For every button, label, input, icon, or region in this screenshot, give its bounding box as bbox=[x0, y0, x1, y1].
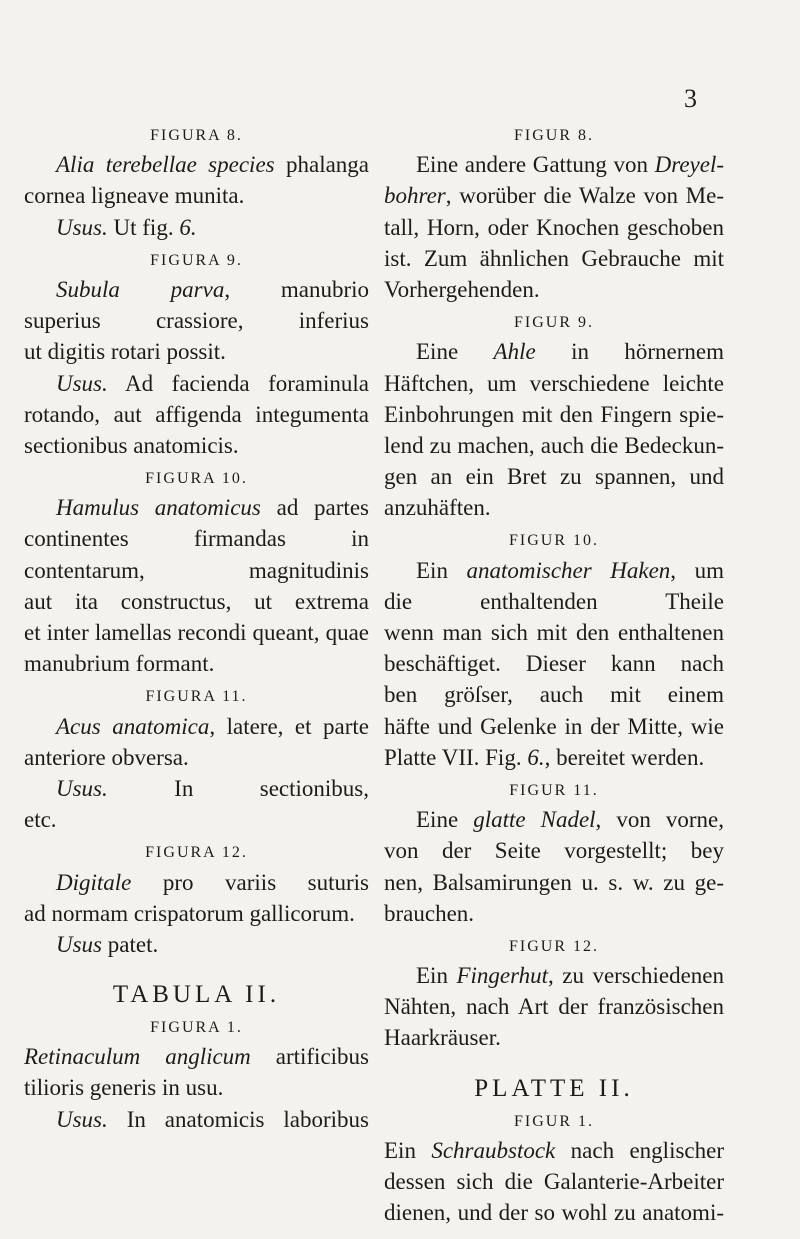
plate-heading: TABULA II. bbox=[112, 981, 281, 1009]
text-line: lend zu machen, auch die Bedeckun- bbox=[384, 432, 724, 458]
text-line: Retinaculum anglicum artificibus bbox=[24, 1044, 369, 1070]
text-line: wenn man sich mit den enthaltenen bbox=[384, 620, 724, 645]
text-line: ben gröſser, auch mit einem bbox=[384, 682, 724, 708]
text-line: Platte VII. Fig. 6., bereitet werden. bbox=[384, 744, 705, 770]
text-line: contentarum, magnitudinis bbox=[24, 557, 369, 583]
text-line: dessen sich die Galanterie-Arbeiter bbox=[384, 1169, 724, 1194]
text-line: cornea ligneave munita. bbox=[24, 183, 245, 209]
plate-heading: PLATTE II. bbox=[474, 1074, 634, 1102]
text-line: anzuhäften. bbox=[384, 495, 491, 521]
text-line: et inter lamellas recondi queant, quae bbox=[24, 620, 369, 645]
figure-heading: FIGUR 8. bbox=[513, 127, 594, 144]
text-line: Ein Fingerhut, zu verschiedenen bbox=[416, 963, 724, 989]
page-number: 3 bbox=[684, 84, 697, 113]
figure-heading: FIGUR 12. bbox=[508, 937, 599, 955]
text-line: ad normam crispatorum gallicorum. bbox=[24, 900, 355, 926]
figure-heading: FIGUR 9. bbox=[513, 314, 594, 332]
text-line: brauchen. bbox=[384, 900, 475, 926]
text-line: tilioris generis in usu. bbox=[24, 1075, 224, 1101]
text-line: tall, Horn, oder Knochen geschoben bbox=[384, 214, 724, 240]
text-line: Subula parva, manubrio bbox=[56, 276, 369, 302]
text-line: aut ita constructus, ut extrema bbox=[24, 588, 369, 614]
text-line: die enthaltenden Theile bbox=[384, 588, 724, 614]
text-line: häfte und Gelenke in der Mitte, wie bbox=[384, 713, 724, 739]
text-line: Usus patet. bbox=[56, 931, 159, 957]
text-line: nen, Balsamirungen u. s. w. zu ge- bbox=[384, 869, 724, 895]
text-line: von der Seite vorgestellt; bey bbox=[384, 838, 724, 864]
text-line: manubrium formant. bbox=[24, 651, 215, 677]
text-line: Eine glatte Nadel, von vorne, bbox=[416, 807, 724, 833]
text-line: ist. Zum ähnlichen Gebrauche mit bbox=[384, 245, 724, 271]
text-line: sectionibus anatomicis. bbox=[24, 432, 239, 458]
figure-heading: FIGUR 11. bbox=[509, 781, 599, 799]
text-line: ut digitis rotari possit. bbox=[24, 339, 226, 365]
text-line: Acus anatomica, latere, et parte bbox=[56, 713, 369, 739]
text-line: Nähten, nach Art der französischen bbox=[384, 994, 724, 1020]
text-line: Häftchen, um verschiedene leichte bbox=[384, 370, 724, 396]
text-line: Haarkräuser. bbox=[384, 1025, 501, 1051]
figure-heading: FIGURA 10. bbox=[145, 470, 248, 488]
german-column bbox=[384, 118, 724, 1228]
text-line: Usus. Ut fig. 6. bbox=[56, 214, 197, 240]
text-line: Ein anatomischer Haken, um bbox=[416, 557, 724, 583]
figure-heading: FIGURA 9. bbox=[150, 251, 243, 269]
figure-heading: FIGUR 1. bbox=[513, 1112, 594, 1130]
text-line: etc. bbox=[24, 807, 57, 833]
text-line: Eine andere Gattung von Dreyel- bbox=[416, 152, 724, 178]
text-line: anteriore obversa. bbox=[24, 744, 189, 770]
text-line: continentes firmandas in bbox=[24, 526, 369, 552]
figure-heading: FIGUR 10. bbox=[508, 532, 599, 550]
text-line: Alia terebellae species phalanga bbox=[56, 152, 369, 178]
text-line: Usus. In anatomicis laboribus bbox=[56, 1106, 369, 1132]
text-line: Hamulus anatomicus ad partes bbox=[56, 495, 369, 521]
text-line: rotando, aut affigenda integumenta bbox=[24, 401, 369, 427]
figure-heading: FIGURA 11. bbox=[145, 688, 248, 706]
figure-heading: FIGURA 12. bbox=[145, 844, 248, 862]
text-line: bohrer, worüber die Walze von Me- bbox=[384, 183, 724, 209]
text-line: dienen, und der so wohl zu anatomi- bbox=[384, 1200, 724, 1226]
text-line: gen an ein Bret zu spannen, und bbox=[384, 464, 724, 490]
figure-heading: FIGURA 8. bbox=[150, 127, 243, 144]
text-line: Einbohrungen mit den Fingern spie- bbox=[384, 401, 724, 427]
text-line: Vorhergehenden. bbox=[384, 276, 540, 302]
latin-column bbox=[24, 118, 369, 1135]
text-line: Digitale pro variis suturis bbox=[56, 869, 369, 895]
text-line: Ein Schraubstock nach englischer bbox=[384, 1137, 724, 1163]
figure-heading: FIGURA 1. bbox=[150, 1019, 243, 1037]
text-line: Usus. In sectionibus, bbox=[56, 775, 369, 801]
text-line: superius crassiore, inferius bbox=[24, 308, 369, 334]
text-line: Eine Ahle in hörnernem bbox=[416, 339, 724, 365]
text-line: beschäftiget. Dieser kann nach bbox=[384, 651, 724, 677]
text-line: Usus. Ad facienda foraminula bbox=[56, 370, 369, 396]
